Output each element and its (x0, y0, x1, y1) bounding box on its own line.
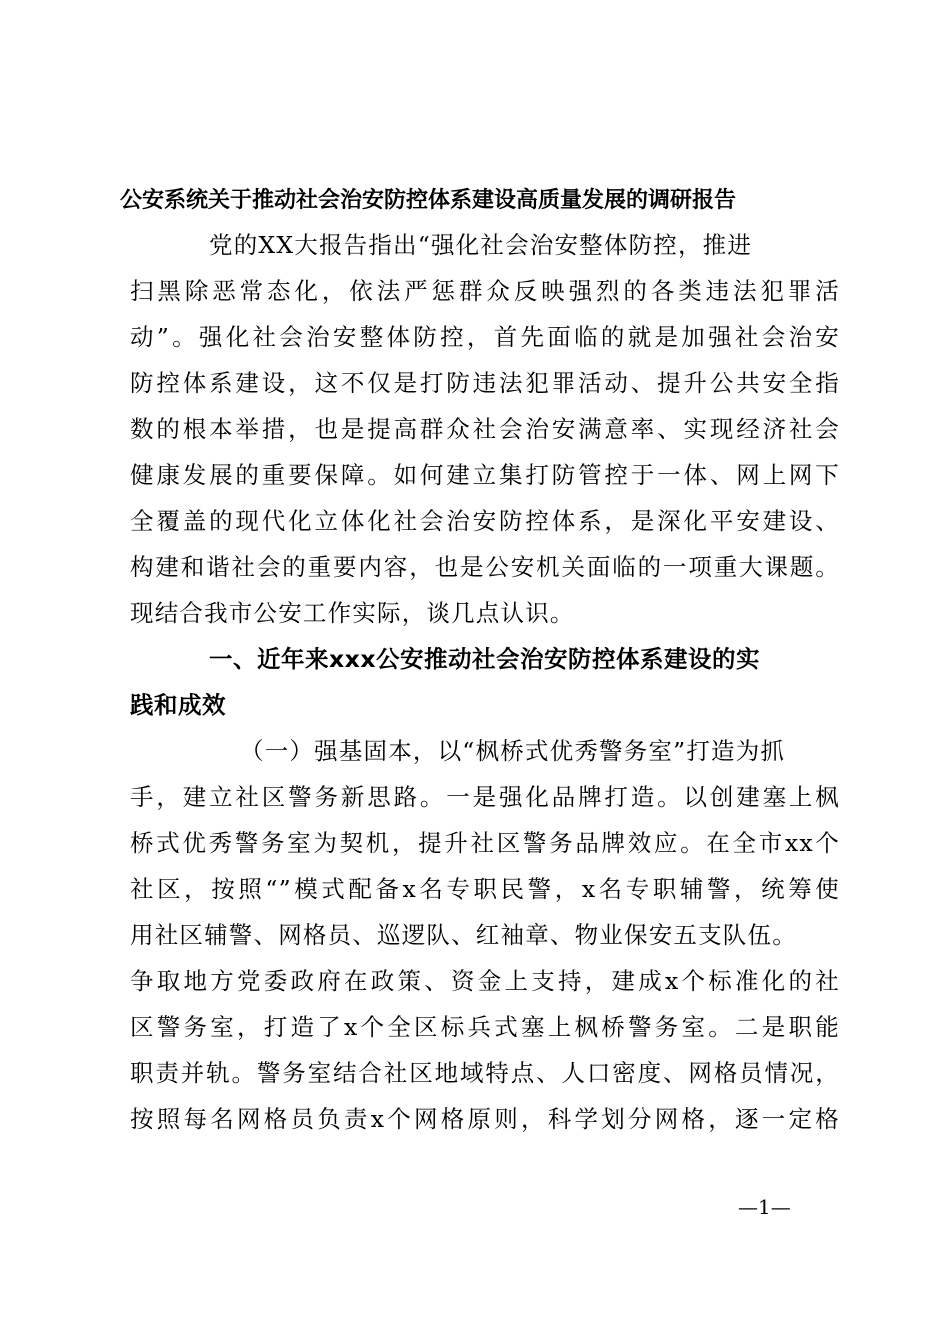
paragraph-line: 社区，按照“”模式配备x名专职民警，x名专职辅警，统筹使 (130, 875, 840, 903)
paragraph-line: 现结合我市公安工作实际，谈几点认识。 (130, 599, 575, 627)
paragraph-line: 按照每名网格员负责x个网格原则，科学划分网格，逐一定格 (130, 1105, 840, 1133)
paragraph-line: 用社区辅警、网格员、巡逻队、红袖章、物业保安五支队伍。 (130, 921, 797, 949)
document-title: 公安系统关于推动社会治安防控体系建设高质量发展的调研报告 (120, 188, 737, 213)
paragraph-line: 党的XX大报告指出“强化社会治安整体防控，推进 (209, 231, 753, 259)
paragraph-line: 数的根本举措，也是提高群众社会治安满意率、实现经济社会 (130, 415, 840, 443)
section-heading-line: 践和成效 (130, 691, 226, 719)
section-heading-line: 一、近年来xxx公安推动社会治安防控体系建设的实 (209, 645, 760, 673)
paragraph-line: 构建和谐社会的重要内容，也是公安机关面临的一项重大课题。 (130, 553, 840, 581)
paragraph-line: 防控体系建设，这不仅是打防违法犯罪活动、提升公共安全指 (130, 369, 840, 397)
page-number: —1— (738, 1195, 791, 1219)
document-body (130, 222, 840, 1142)
paragraph-line: 健康发展的重要保障。如何建立集打防管控于一体、网上网下 (130, 461, 840, 489)
paragraph-line: 全覆盖的现代化立体化社会治安防控体系，是深化平安建设、 (130, 507, 840, 535)
paragraph-line: 区警务室，打造了x个全区标兵式塞上枫桥警务室。二是职能 (130, 1013, 840, 1041)
paragraph-line: （一）强基固本，以“枫桥式优秀警务室”打造为抓 (240, 737, 786, 765)
paragraph-line: 手，建立社区警务新思路。一是强化品牌打造。以创建塞上枫 (130, 783, 840, 811)
paragraph-line: 扫黑除恶常态化，依法严惩群众反映强烈的各类违法犯罪活 (130, 277, 840, 305)
paragraph-line: 职责并轨。警务室结合社区地域特点、人口密度、网格员情况， (130, 1059, 840, 1087)
paragraph-line: 争取地方党委政府在政策、资金上支持，建成x个标准化的社 (130, 967, 840, 995)
paragraph-line: 动”。强化社会治安整体防控，首先面临的就是加强社会治安 (130, 323, 840, 351)
paragraph-line: 桥式优秀警务室为契机，提升社区警务品牌效应。在全市xx个 (130, 829, 840, 857)
